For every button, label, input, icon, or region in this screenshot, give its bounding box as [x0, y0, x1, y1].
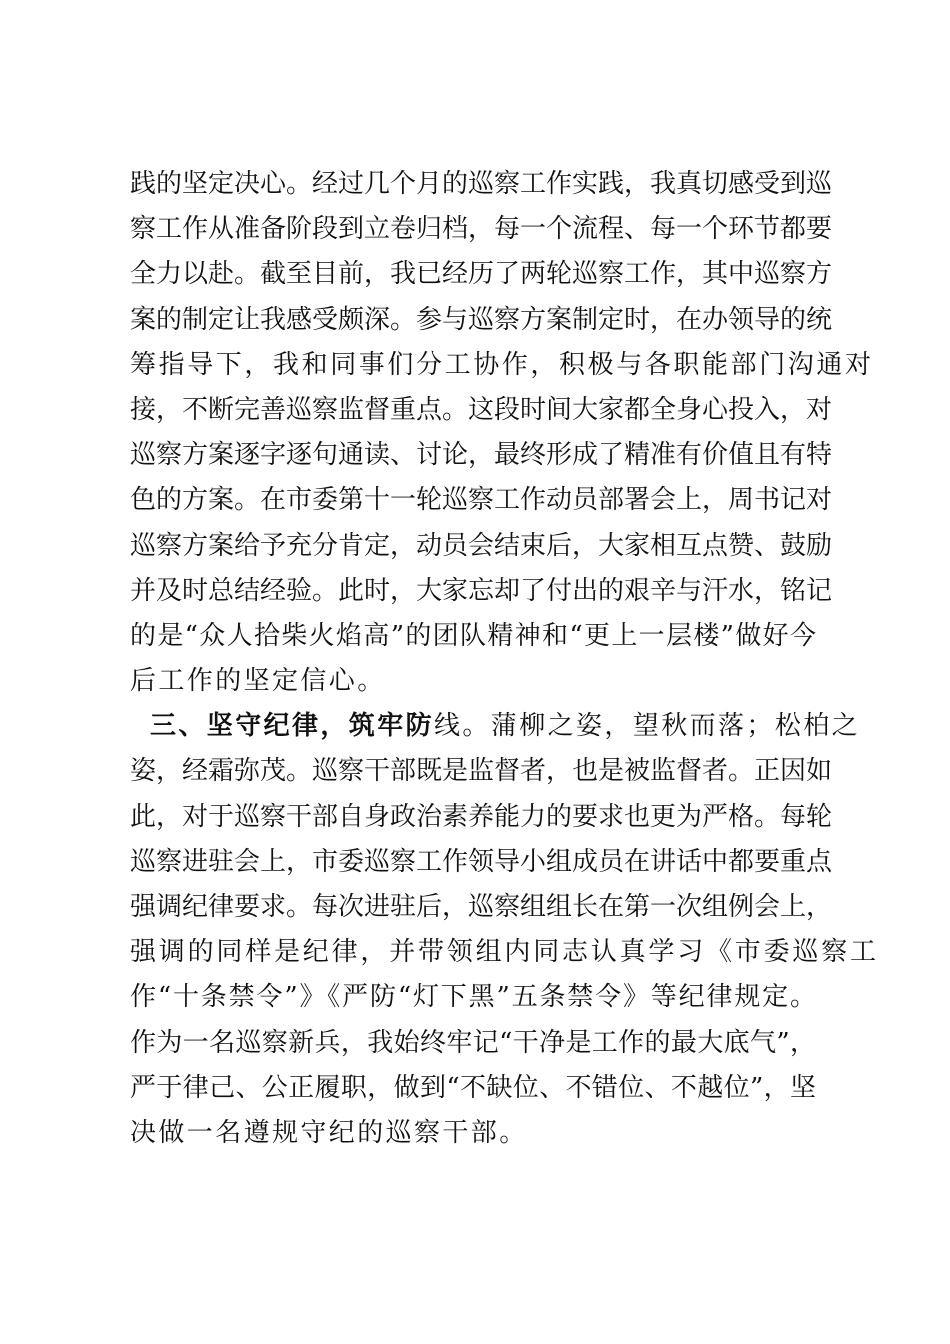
text-line: 作“十条禁令”》《严防“灯下黑”五条禁令》等纪律规定。 [130, 982, 816, 1013]
text-line: 案的制定让我感受颇深。参与巡察方案制定时，在办领导的统 [130, 304, 833, 335]
text-line: 巡察进驻会上，市委巡察工作领导小组成员在讲话中都要重点 [130, 846, 833, 877]
text-line: 的是“众人拾柴火焰高”的团队精神和“更上一层楼”做好今 [130, 620, 816, 651]
section-heading: 三、坚守纪律，筑牢防 [150, 711, 435, 742]
text-run: 线。蒲柳之姿，望秋而落；松柏之 [434, 711, 861, 742]
text-line: 接，不断完善巡察监督重点。这段时间大家都全身心投入，对 [130, 394, 833, 425]
text-line: 后工作的坚定信心。 [130, 666, 386, 697]
text-line: 严于律己、公正履职，做到“不缺位、不错位、不越位”，坚 [130, 1072, 816, 1103]
text-line: 践的坚定决心。经过几个月的巡察工作实践，我真切感受到巡 [130, 169, 833, 199]
text-line: 巡察方案给予充分肯定，动员会结束后，大家相互点赞、鼓励 [130, 530, 833, 561]
text-line: 察工作从准备阶段到立卷归档，每一个流程、每一个环节都要 [130, 214, 833, 245]
paragraph-1 [130, 162, 874, 704]
text-line: 全力以赴。截至目前，我已经历了两轮巡察工作，其中巡察方 [130, 259, 833, 290]
text-line: 决做一名遵规守纪的巡察干部。 [130, 1117, 528, 1148]
text-line: 此，对于巡察干部自身政治素养能力的要求也更为严格。每轮 [130, 801, 833, 832]
text-line: 强调纪律要求。每次进驻后，巡察组组长在第一次组例会上， [130, 892, 833, 922]
text-line: 并及时总结经验。此时，大家忘却了付出的艰辛与汗水，铭记 [130, 575, 833, 606]
text-line [130, 704, 861, 749]
text-line: 姿，经霜弥茂。巡察干部既是监督者，也是被监督者。正因如 [130, 756, 833, 787]
text-line: 色的方案。在市委第十一轮巡察工作动员部署会上，周书记对 [130, 485, 833, 516]
text-line: 筹指导下，我和同事们分工协作，积极与各职能部门沟通对 [130, 349, 874, 380]
paragraph-2 [130, 704, 879, 1156]
document-page [130, 162, 879, 1156]
text-line: 巡察方案逐字逐句通读、讨论，最终形成了精准有价值且有特 [130, 440, 833, 471]
text-line: 作为一名巡察新兵，我始终牢记“干净是工作的最大底气”， [130, 1027, 816, 1058]
text-line: 强调的同样是纪律，并带领组内同志认真学习《市委巡察工 [130, 937, 879, 968]
